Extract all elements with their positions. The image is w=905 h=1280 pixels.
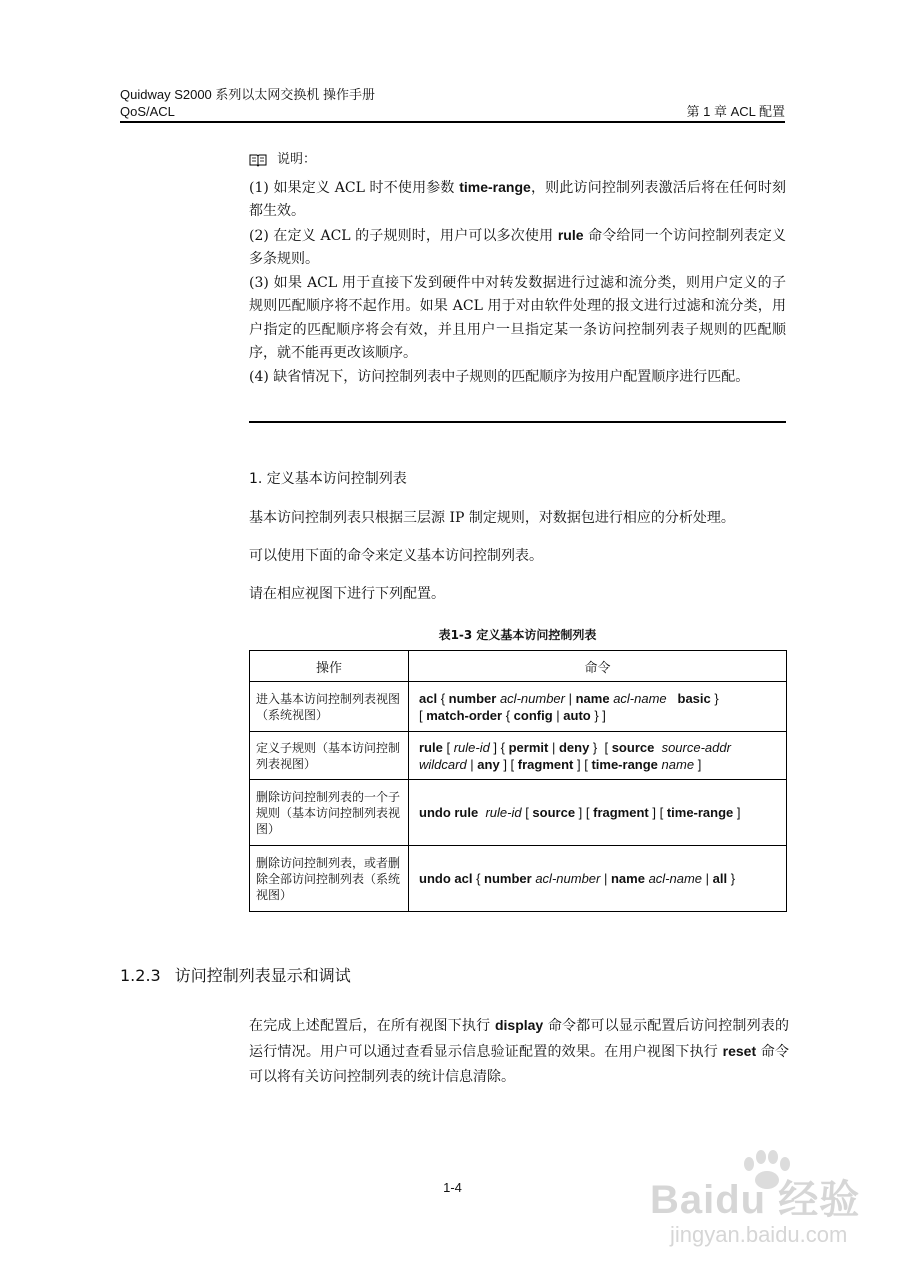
- section-name: QoS/ACL: [120, 104, 175, 119]
- paragraph-display-reset: 在完成上述配置后，在所有视图下执行 display 命令都可以显示配置后访问控制列表的运行情况。用户可以通过查看显示信息验证配置的效果。在用户视图下执行 reset 命令可以将有关访问控制列表的统计信息清除。: [249, 1017, 789, 1085]
- chapter-title: 第 1 章 ACL 配置: [686, 104, 785, 119]
- table-row: [250, 682, 787, 732]
- command-line: acl { number acl-number | name acl-name basic }: [419, 690, 719, 706]
- operation-cell: 进入基本访问控制列表视图（系统视图）: [250, 682, 409, 732]
- book-icon: [249, 153, 267, 167]
- baidu-watermark: [640, 1150, 890, 1270]
- table-row: [250, 846, 787, 912]
- manual-title: Quidway S2000 系列以太网交换机 操作手册: [120, 87, 376, 102]
- operation-cell: 定义子规则（基本访问控制列表视图）: [250, 732, 409, 780]
- command-cell: [409, 732, 787, 780]
- paragraph-basic-acl-desc: 基本访问控制列表只根据三层源 IP 制定规则，对数据包进行相应的分析处理。: [249, 510, 735, 526]
- note-item-3: (3) 如果 ACL 用于直接下发到硬件中对转发数据进行过滤和流分类，则用户定义的子规则匹配顺序将不起作用。如果 ACL 用于对由软件处理的报文进行过滤和流分类，用户指定的匹配顺序将会有效，并且用户一旦指定某一条访问控制列表子规则的匹配顺序，就不能再更改该顺序。: [249, 274, 786, 361]
- note-divider: [249, 421, 786, 423]
- col-operation-header: 操作: [250, 651, 409, 682]
- watermark-url: jingyan.baidu.com: [670, 1222, 848, 1247]
- section-heading-display-debug: [120, 963, 351, 986]
- table-row: [250, 780, 787, 846]
- command-line: wildcard | any ] [ fragment ] [ time-range name ]: [419, 756, 702, 772]
- section-number: 1.2.3: [120, 966, 161, 985]
- page-number: 1-4: [443, 1180, 462, 1195]
- note-box: [249, 148, 786, 389]
- operation-cell: 删除访问控制列表，或者删除全部访问控制列表（系统视图）: [250, 846, 409, 912]
- note-title: [249, 148, 786, 172]
- command-line: undo rule rule-id [ source ] [ fragment ] [ time-range ]: [419, 805, 741, 820]
- section-heading-basic-acl: 1. 定义基本访问控制列表: [249, 471, 407, 487]
- col-command-header: 命令: [409, 651, 787, 682]
- command-cell: [409, 780, 787, 846]
- command-line: [ match-order { config | auto } ]: [419, 707, 606, 723]
- command-cell: [409, 846, 787, 912]
- command-line: rule [ rule-id ] { permit | deny } [ source source-addr: [419, 739, 731, 755]
- command-line: undo acl { number acl-number | name acl-name | all }: [419, 871, 736, 886]
- paragraph-command-intro: 可以使用下面的命令来定义基本访问控制列表。: [249, 548, 543, 564]
- note-item-1: (1) 如果定义 ACL 时不使用参数 time-range，则此访问控制列表激活后将在任何时刻都生效。: [249, 178, 786, 219]
- paragraph-config-intro: 请在相应视图下进行下列配置。: [249, 586, 445, 602]
- watermark-logo: Baidu 经验: [650, 1178, 861, 1222]
- note-label: 说明：: [277, 152, 317, 167]
- operation-cell: 删除访问控制列表的一个子规则（基本访问控制列表视图）: [250, 780, 409, 846]
- header-left: [120, 86, 375, 120]
- command-cell: [409, 682, 787, 732]
- table-header-row: [250, 651, 787, 682]
- note-item-2: (2) 在定义 ACL 的子规则时，用户可以多次使用 rule 命令给同一个访问控制列表定义多条规则。: [249, 226, 787, 267]
- table-caption: 表1-3 定义基本访问控制列表: [438, 628, 597, 642]
- section-title: 访问控制列表显示和调试: [174, 966, 351, 985]
- table-row: [250, 732, 787, 780]
- note-item-4: (4) 缺省情况下，访问控制列表中子规则的匹配顺序为按用户配置顺序进行匹配。: [249, 368, 750, 385]
- header-divider: [120, 121, 785, 123]
- command-table: [249, 650, 787, 912]
